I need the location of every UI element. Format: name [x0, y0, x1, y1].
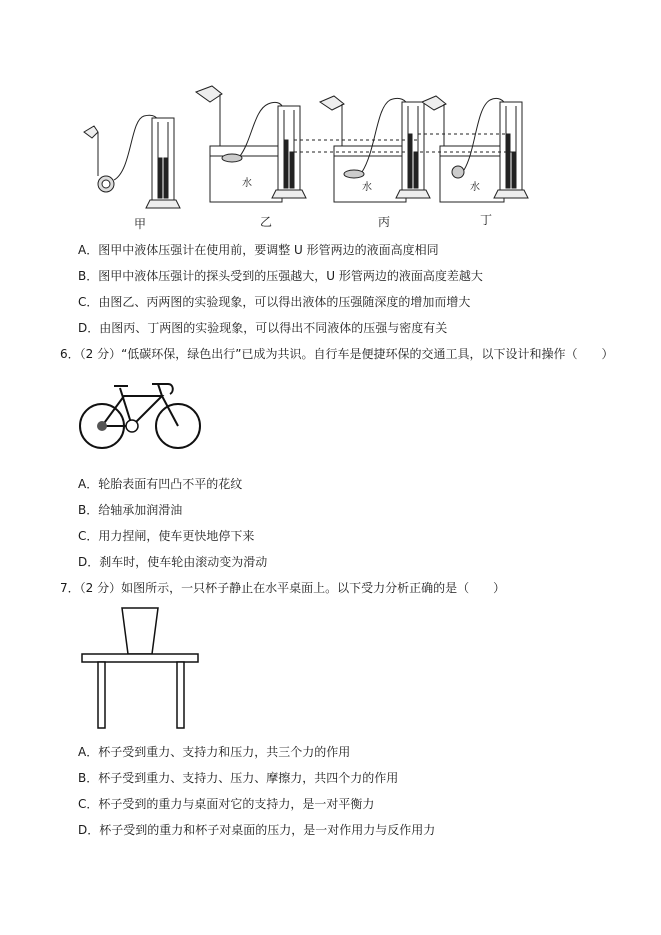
figure-label-jia: 甲	[134, 217, 147, 231]
table-leg-right	[177, 662, 184, 728]
q6-option-b: B．给轴承加润滑油	[78, 503, 183, 517]
q7-option-c: C．杯子受到的重力与桌面对它的支持力，是一对平衡力	[78, 797, 375, 811]
q5-option-b: B．图甲中液体压强计的探头受到的压强越大，U 形管两边的液面高度差越大	[78, 269, 483, 283]
bicycle-image	[76, 376, 204, 458]
q6-stem: 6．（2 分）“低碳环保，绿色出行”已成为共识。自行车是便捷环保的交通工具，以下设计和操作（ ）	[60, 347, 614, 361]
q7-option-a: A．杯子受到重力、支持力和压力，共三个力的作用	[78, 745, 351, 759]
table-cup-image	[80, 604, 200, 730]
pressure-gauge-diagram	[72, 80, 532, 232]
q7-stem: 7．（2 分）如图所示，一只杯子静止在水平桌面上。以下受力分析正确的是（ ）	[60, 581, 506, 595]
q5-option-d: D．由图丙、丁两图的实验现象，可以得出不同液体的压强与密度有关	[78, 321, 448, 335]
q6-option-a: A．轮胎表面有凹凸不平的花纹	[78, 477, 243, 491]
q5-option-a: A．图甲中液体压强计在使用前，要调整 U 形管两边的液面高度相同	[78, 243, 439, 257]
water-label-yi: 水	[242, 178, 252, 189]
q5-figure	[72, 80, 532, 232]
q5-option-c: C．由图乙、丙两图的实验现象，可以得出液体的压强随深度的增加而增大	[78, 295, 471, 309]
q7-option-b: B．杯子受到重力、支持力、压力、摩擦力，共四个力的作用	[78, 771, 399, 785]
q6-option-d: D．刹车时，使车轮由滚动变为滑动	[78, 555, 268, 569]
q7-table-cup-figure	[80, 604, 200, 730]
q6-bicycle-figure	[76, 376, 204, 458]
q7-option-d: D．杯子受到的重力和杯子对桌面的压力，是一对作用力与反作用力	[78, 823, 436, 837]
gauge-setup-bing	[320, 96, 430, 202]
q6-option-c: C．用力捏闸，使车更快地停下来	[78, 529, 255, 543]
figure-label-yi: 乙	[260, 215, 273, 229]
figure-label-ding: 丁	[480, 213, 493, 227]
table-top	[82, 654, 198, 662]
water-label-ding: 水	[470, 182, 480, 193]
table-leg-left	[98, 662, 105, 728]
gauge-setup-jia	[84, 115, 180, 208]
water-label-bing: 水	[362, 182, 372, 193]
cup-shape	[122, 608, 158, 654]
figure-label-bing: 丙	[378, 215, 391, 229]
